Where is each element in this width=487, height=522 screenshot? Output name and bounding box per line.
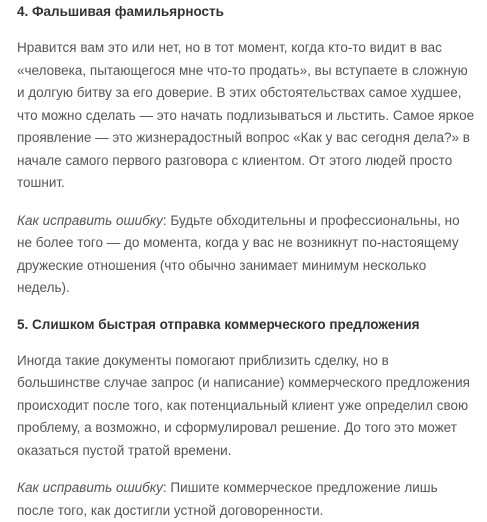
text-line: Нравится вам это или нет, но в тот момент, когда кто-то видит в вас (17, 40, 442, 55)
text-line: проявление — это жизнерадостный вопрос «Как у вас сегодня дела?» в (17, 130, 470, 145)
text-line: большинстве случае запрос (и написание) коммерческого предложения (17, 375, 470, 390)
section-paragraph (17, 350, 477, 463)
text-line: не более того — до момента, когда у вас не возникнут по-настоящему (17, 235, 459, 250)
fix-label: Как исправить ошибку (17, 212, 163, 228)
text-line: недель). (17, 280, 70, 295)
text-line: начале самого первого разговора с клиентом. От этого людей просто (17, 152, 453, 168)
text-line: оказаться пустой тратой времени. (17, 442, 232, 458)
text-line: дружеские отношения (что обычно занимает минимум несколько (17, 257, 427, 273)
text-line: тошнит. (17, 175, 65, 190)
text-line: : Пишите коммерческое предложение лишь (162, 480, 438, 495)
text-line: что можно сделать — это начать подлизываться и льстить. Самое яркое (17, 107, 475, 123)
text-line: после того, как достигли устной договоренности. (17, 502, 324, 518)
text-line: происходит после того, как потенциальный клиент уже определил свою (17, 397, 469, 413)
fix-paragraph (17, 477, 477, 522)
text-line: : Будьте обходительны и профессиональны, но (162, 212, 460, 228)
text-line: и долгую битву за его доверие. В этих обстоятельствах самое худшее, (17, 85, 462, 100)
text-line: Иногда такие документы помогают приблизить сделку, но в (17, 352, 389, 368)
section-paragraph (17, 37, 477, 195)
fix-label: Как исправить ошибку (17, 480, 163, 495)
fix-paragraph (17, 210, 477, 300)
text-line: «человека, пытающегося мне что-то продать», вы вступаете в сложную (17, 62, 468, 78)
text-line: проблему, а возможно, и сформулировал решение. До того это может (17, 420, 457, 435)
section-heading: 4. Фальшивая фамильярность (17, 4, 224, 19)
section-heading: 5. Слишком быстрая отправка коммерческого предложения (17, 316, 420, 332)
